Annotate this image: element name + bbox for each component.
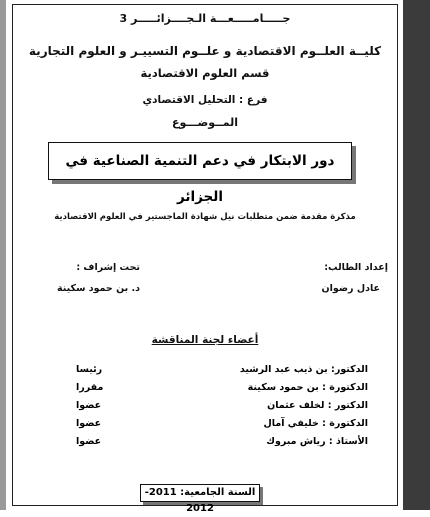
supervisor-name: د. بن حمود سكينة <box>57 283 140 294</box>
member-name: الأستاذ : رياش مبروك <box>266 436 368 447</box>
left-sidebar-strip <box>0 0 6 510</box>
right-dark-panel <box>403 0 430 510</box>
committee-member <box>58 364 368 380</box>
branch-name: فرع : التحليل الاقتصادي <box>142 94 268 106</box>
topic-label: المــوضـــوع <box>171 116 238 129</box>
member-role: رئيسا <box>76 364 103 375</box>
thesis-subtitle: مذكرة مقدمة ضمن متطلبات نيل شهادة الماجستير في العلوم الاقتصادية <box>54 212 356 222</box>
document-page <box>8 0 402 514</box>
department-name: قسم العلوم الاقتصادية <box>140 66 270 80</box>
member-name: الدكتورة : خليفي آمال <box>263 418 368 429</box>
member-role: عضوا <box>76 400 102 411</box>
member-role: عضوا <box>76 418 102 429</box>
committee-heading: أعضاء لجنة المناقشة <box>151 334 259 346</box>
university-name: جـــــامـــــعـــة الـجــــزائـــــر 3 <box>119 12 291 25</box>
student-name: عادل رضوان <box>321 283 380 294</box>
member-name: الدكتور : لخلف عثمان <box>267 400 368 411</box>
thesis-title: دور الابتكار في دعم التنمية الصناعية في الجزائر <box>48 142 352 180</box>
academic-year: السنة الجامعية: 2011- 2012 <box>140 484 260 502</box>
member-role: عضوا <box>76 436 102 447</box>
supervisor-label: تحت إشراف : <box>76 262 140 273</box>
member-name: الدكتورة : بن حمود سكينة <box>247 382 368 393</box>
committee-member <box>58 436 368 452</box>
faculty-name: كليــة العلــوم الاقتصادية و علــوم التسييـر و العلوم التجارية <box>28 44 382 58</box>
committee-member <box>58 400 368 416</box>
student-label: إعداد الطالب: <box>324 262 388 273</box>
member-name: الدكتور: بن ذيب عبد الرشيد <box>239 364 368 375</box>
committee-member <box>58 418 368 434</box>
committee-member <box>58 382 368 398</box>
member-role: مقررا <box>76 382 104 393</box>
